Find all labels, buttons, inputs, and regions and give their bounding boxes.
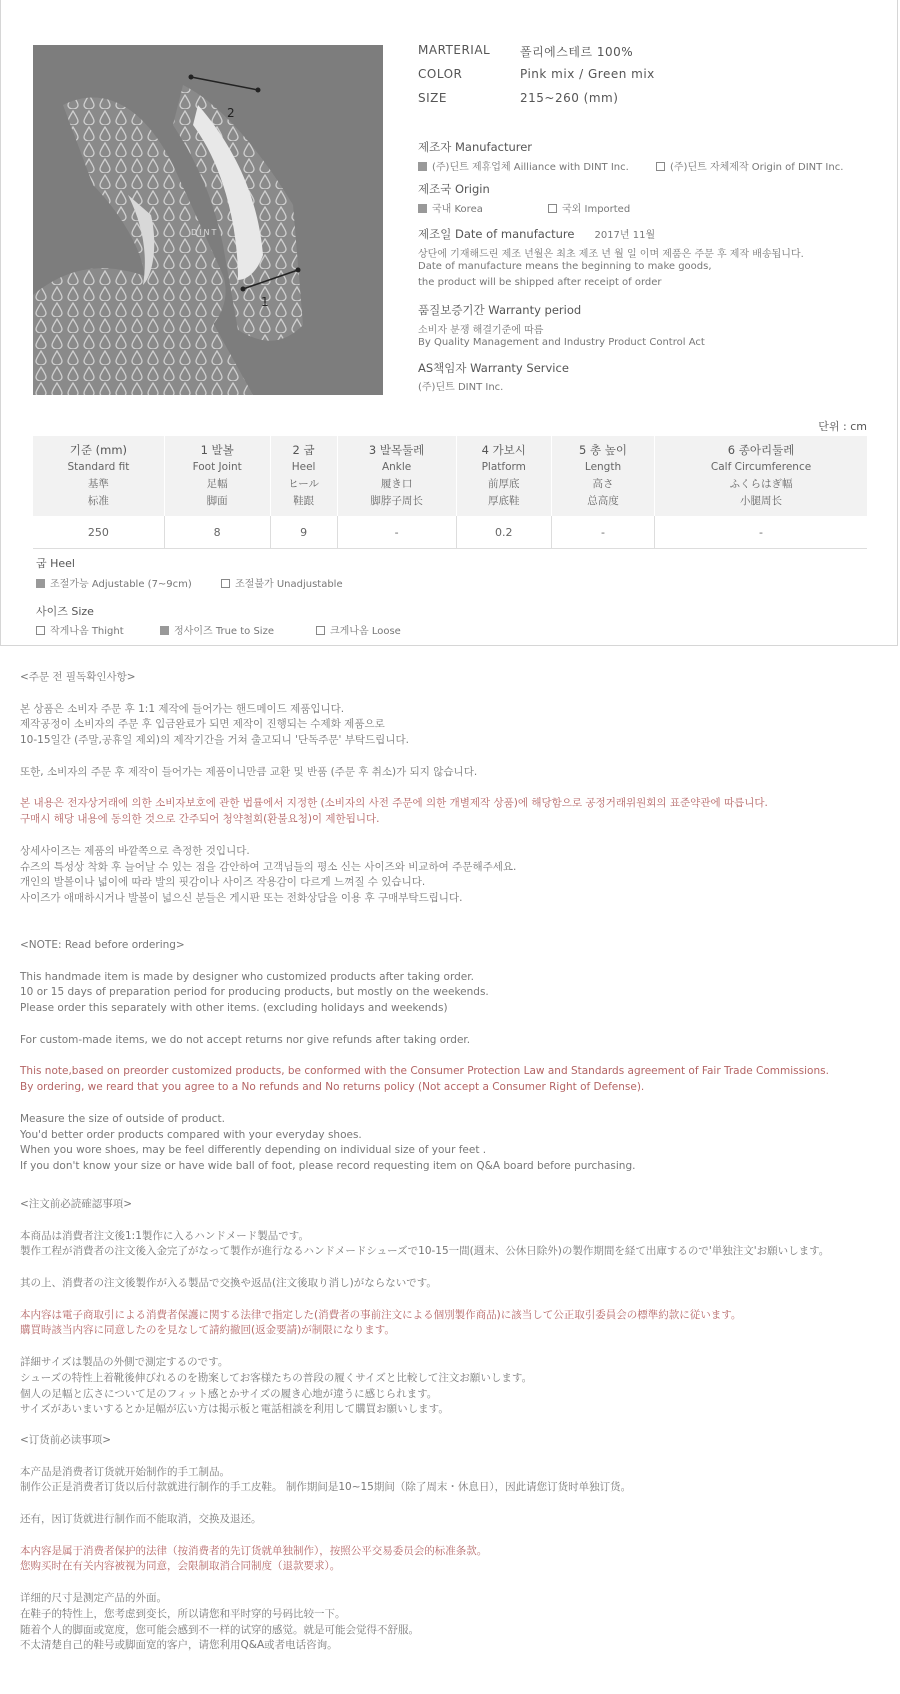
date-note-ko: 상단에 기재해드린 제조 년월은 최초 제조 년 월 일 이며 제품은 주문 후 제작 배송됩니다.	[418, 249, 804, 260]
notice-line: 制作公正是消费者订货以后付款就进行制作的手工皮鞋。 制作期间是10~15期间（除了周末・休息日），因此请您订货时单独订货。	[20, 1481, 632, 1494]
notice-heading: <注文前必読確認事項>	[20, 1198, 133, 1210]
option-label: 정사이즈 True to Size	[174, 626, 274, 637]
header-en: Ankle	[381, 461, 412, 473]
notice-line: 슈즈의 특성상 착화 후 늘어날 수 있는 점을 감안하여 고객님들의 평소 신는 사이즈와 비교하여 주문해주세요.	[20, 860, 517, 873]
header-platform	[456, 436, 551, 516]
spec-value: 215~260 (mm)	[520, 91, 619, 105]
header-ja: 前厚底	[487, 478, 520, 490]
header-zh: 总高度	[587, 495, 619, 507]
unchecked-box-icon	[316, 626, 325, 635]
cell-heel: 9	[270, 516, 337, 549]
header-standard	[33, 436, 164, 516]
option-label: 크게나옴 Loose	[330, 626, 401, 637]
notice-line: Measure the size of outside of product.	[20, 1112, 225, 1125]
header-ja: 基準	[87, 478, 109, 490]
option-label: 국내 Korea	[432, 204, 483, 215]
header-ko: 4 가보시	[481, 443, 526, 457]
unit-label: 단위 : cm	[818, 420, 867, 433]
spec-key: SIZE	[418, 91, 447, 105]
checked-box-icon	[160, 626, 169, 635]
header-ko: 1 발볼	[200, 443, 234, 457]
notice-warning-line: 您购买时在有关内容被视为同意，会限制取消合同制度（退款要求）。	[20, 1560, 341, 1573]
spec-value: Pink mix / Green mix	[520, 67, 655, 81]
header-en: Standard fit	[67, 461, 130, 473]
notice-line: 제작공정이 소비자의 주문 후 입금완료가 되면 제작이 진행되는 수제화 제품으로	[20, 718, 385, 731]
header-ko: 5 총 높이	[579, 443, 627, 457]
header-ja: ふくらはぎ幅	[729, 478, 793, 490]
notice-line: 본 상품은 소비자 주문 후 1:1 제작에 들어가는 핸드메이드 제품입니다.	[20, 702, 345, 715]
header-ko: 3 발목둘레	[368, 443, 425, 457]
option-label: (주)딘트 자체제작 Origin of DINT Inc.	[670, 162, 844, 173]
notice-line: 在鞋子的特性上，您考虑到变长，所以请您和平时穿的号码比较一下。	[20, 1607, 346, 1620]
size-table	[33, 436, 867, 549]
cell-ankle: -	[337, 516, 456, 549]
header-ko: 2 굽	[292, 443, 315, 457]
notice-line: 詳細サイズは製品の外側で測定するのです。	[20, 1355, 229, 1368]
heel-option-adjustable	[36, 575, 192, 590]
notice-line: 10-15일간 (주말,공휴일 제외)의 제작기간을 거쳐 출고되니 '단독주문' 부탁드립니다.	[20, 734, 409, 747]
brand-logo: DINT	[191, 228, 219, 237]
size-table-row	[33, 516, 867, 549]
notice-heading: <NOTE: Read before ordering>	[20, 939, 185, 951]
notice-line: 还有，因订货就进行制作而不能取消，交换及退还。	[20, 1512, 262, 1525]
header-en: Foot Joint	[192, 461, 242, 473]
notice-line: 製作工程が消費者の注文後入金完了がなって製作が進行なるハンドメードシューズで10-15一間(週末、公休日除外)の製作期間を経て出庫するので'単独注文'お願いします。	[20, 1245, 830, 1258]
notice-line: You'd better order products compared with your everyday shoes.	[20, 1128, 362, 1141]
notice-line: 상세사이즈는 제품의 바깥쪽으로 측정한 것입니다.	[20, 844, 250, 857]
notice-heading: <订货前必读事项>	[20, 1434, 112, 1446]
header-zh: 鞋跟	[293, 495, 315, 507]
header-heel	[270, 436, 337, 516]
notice-line: When you wore shoes, may be feel differently depending on individual size of your feet .	[20, 1144, 487, 1157]
unchecked-box-icon	[548, 204, 557, 213]
notice-warning-line: 本内容是属于消费者保护的法律（按消费者的先订货就单独制作），按照公平交易委员会的标准条款。	[20, 1544, 488, 1557]
checked-box-icon	[418, 162, 427, 171]
option-label: 조절불가 Unadjustable	[235, 579, 343, 590]
unchecked-box-icon	[36, 626, 45, 635]
header-zh: 小腿周长	[740, 495, 783, 507]
as-title: AS책임자 Warranty Service	[418, 361, 569, 375]
header-zh: 标准	[87, 495, 109, 507]
option-label: 조절가능 Adjustable (7~9cm)	[50, 579, 192, 590]
notice-line: 10 or 15 days of preparation period for producing products, but mostly on the weekends.	[20, 986, 489, 999]
notice-line: 其の上、消費者の注文後製作が入る製品で交換や返品(注文後取り消し)がならないです。	[20, 1276, 437, 1289]
notice-line: 또한, 소비자의 주문 후 제작이 들어가는 제품이니만큼 교환 및 반품 (주문 후 취소)가 되지 않습니다.	[20, 765, 478, 778]
option-label: 국외 Imported	[562, 204, 631, 215]
header-ja: 履き口	[380, 478, 413, 490]
origin-option-imported	[548, 200, 630, 215]
header-ja: 高さ	[592, 478, 614, 490]
notice-heading: <주문 전 필독확인사항>	[20, 671, 136, 683]
date-title	[418, 226, 655, 242]
header-calf	[655, 436, 867, 516]
notice-line: 사이즈가 애매하시거나 발볼이 넓으신 분들은 게시판 또는 전화상담을 이용 후 구매부탁드립니다.	[20, 892, 463, 905]
notice-line: 本产品是消费者订货就开始制作的手工制品。	[20, 1465, 230, 1478]
notice-warning-line: This note,based on preorder customized products, be conformed with the Consumer Protection Law and Standards agreement of Fair Trade Commissions.	[20, 1065, 829, 1078]
photo-label-2: 2	[227, 106, 235, 120]
header-ja: ヒール	[288, 478, 320, 490]
notice-line: Please order this separately with other items. (excluding holidays and weekends)	[20, 1002, 448, 1015]
notice-korean	[20, 670, 890, 907]
cell-standard: 250	[33, 516, 164, 549]
as-line: (주)딘트 DINT Inc.	[418, 382, 504, 393]
checked-box-icon	[418, 204, 427, 213]
header-en: Platform	[481, 461, 526, 473]
option-label: (주)딘트 제휴업체 Ailliance with DINT Inc.	[432, 162, 629, 173]
notice-warning-line: 購買時該当内容に同意したのを見なして請約撤回(返金要請)が制限になります。	[20, 1324, 395, 1337]
manufacturer-title: 제조자 Manufacturer	[418, 140, 533, 154]
header-ko: 기준 (mm)	[69, 443, 128, 457]
header-en: Length	[584, 461, 622, 473]
notice-line: サイズがあいまいするとか足幅が広い方は掲示板と電話相談を利用して購買お願いします。	[20, 1403, 449, 1416]
header-ko: 6 종아리둘레	[727, 443, 795, 457]
unchecked-box-icon	[221, 579, 230, 588]
header-ja: 足幅	[206, 478, 228, 490]
notice-warning-line: 구매시 해당 내용에 동의한 것으로 간주되어 청약철회(환불요청)이 제한됩니다.	[20, 813, 380, 826]
heel-title: 굽 Heel	[36, 557, 75, 570]
checked-box-icon	[36, 579, 45, 588]
spec-key: MARTERIAL	[418, 43, 491, 57]
notice-line: This handmade item is made by designer who customized products after taking order.	[20, 970, 474, 983]
warranty-title: 품질보증기간 Warranty period	[418, 303, 582, 317]
cell-platform: 0.2	[456, 516, 551, 549]
cell-length: -	[551, 516, 654, 549]
notice-line: If you don't know your size or have wide ball of foot, please record requesting item on Q&A board before purchasing.	[20, 1160, 636, 1173]
notice-line: シューズの特性上着靴後伸びれるのを勘案してお客様たちの普段の履くサイズと比較して注文お願いします。	[20, 1371, 533, 1384]
notice-warning-line: By ordering, we reard that you agree to a No refunds and No returns policy (Not accept a Consumer Right of Defense).	[20, 1081, 645, 1094]
photo-label-1: 1	[261, 295, 269, 309]
notice-warning-line: 本内容は電子商取引による消費者保護に関する法律で指定した(消費者の事前注文による個別製作商品)に該当して公正取引委員会の標準約款に従います。	[20, 1308, 742, 1321]
notice-line: 随着个人的脚面或宽度，您可能会感到不一样的试穿的感觉。就是可能会觉得不舒服。	[20, 1623, 419, 1636]
notice-warning-line: 본 내용은 전자상거래에 의한 소비자보호에 관한 법률에서 지정한 (소비자의 사전 주문에 의한 개별제작 상품)에 해당함으로 공정거래위원회의 표준약관에 따릅니다.	[20, 797, 768, 810]
unchecked-box-icon	[656, 162, 665, 171]
size-option-true	[160, 622, 274, 637]
warranty-line-en: By Quality Management and Industry Product Control Act	[418, 337, 705, 348]
header-en: Calf Circumference	[710, 461, 812, 473]
spec-key: COLOR	[418, 67, 463, 81]
origin-title: 제조국 Origin	[418, 182, 490, 196]
date-note-en-1: Date of manufacture means the beginning to make goods,	[418, 261, 712, 272]
heel-option-unadjustable	[221, 575, 343, 590]
date-title-text: 제조일 Date of manufacture	[418, 227, 575, 241]
notice-line: 详细的尺寸是测定产品的外面。	[20, 1591, 167, 1604]
option-label: 작게나옴 Thight	[50, 626, 124, 637]
notice-japanese	[20, 1197, 890, 1418]
notice-line: 本商品は消費者注文後1:1製作に入るハンドメード製品です。	[20, 1229, 309, 1242]
size-table-header	[33, 436, 867, 516]
header-en: Heel	[291, 461, 316, 473]
notice-line: 개인의 발볼이나 넓이에 따라 발의 핏감이나 사이즈 작용감이 다르게 느껴질 수 있습니다.	[20, 876, 426, 889]
date-value: 2017년 11월	[594, 230, 656, 241]
header-zh: 脚脖子周长	[370, 495, 423, 507]
notice-line: 個人の足幅と広さについて足のフィット感とかサイズの履き心地が違うに感じられます。	[20, 1387, 438, 1400]
size-fit-title: 사이즈 Size	[36, 605, 94, 618]
header-zh: 脚面	[206, 495, 228, 507]
cell-foot-joint: 8	[164, 516, 270, 549]
header-foot-joint	[164, 436, 270, 516]
size-option-tight	[36, 622, 124, 637]
manufacturer-option-alliance	[418, 158, 629, 173]
header-length	[551, 436, 654, 516]
date-note-en-2: the product will be shipped after receipt of order	[418, 277, 662, 288]
origin-option-korea	[418, 200, 483, 215]
notice-english	[20, 938, 890, 1175]
header-zh: 厚底鞋	[487, 495, 520, 507]
product-photo	[33, 45, 383, 395]
size-option-loose	[316, 622, 401, 637]
notice-line: 不太清楚自己的鞋号或脚面宽的客户，请您利用Q&A或者电话咨询。	[20, 1639, 338, 1652]
notice-chinese	[20, 1433, 890, 1654]
manufacturer-option-origin	[656, 158, 843, 173]
notice-line: For custom-made items, we do not accept returns nor give refunds after taking order.	[20, 1033, 471, 1046]
header-ankle	[337, 436, 456, 516]
warranty-line-ko: 소비자 분쟁 해결기준에 따름	[418, 325, 544, 336]
cell-calf: -	[655, 516, 867, 549]
spec-value: 폴리에스테르 100%	[520, 45, 634, 59]
